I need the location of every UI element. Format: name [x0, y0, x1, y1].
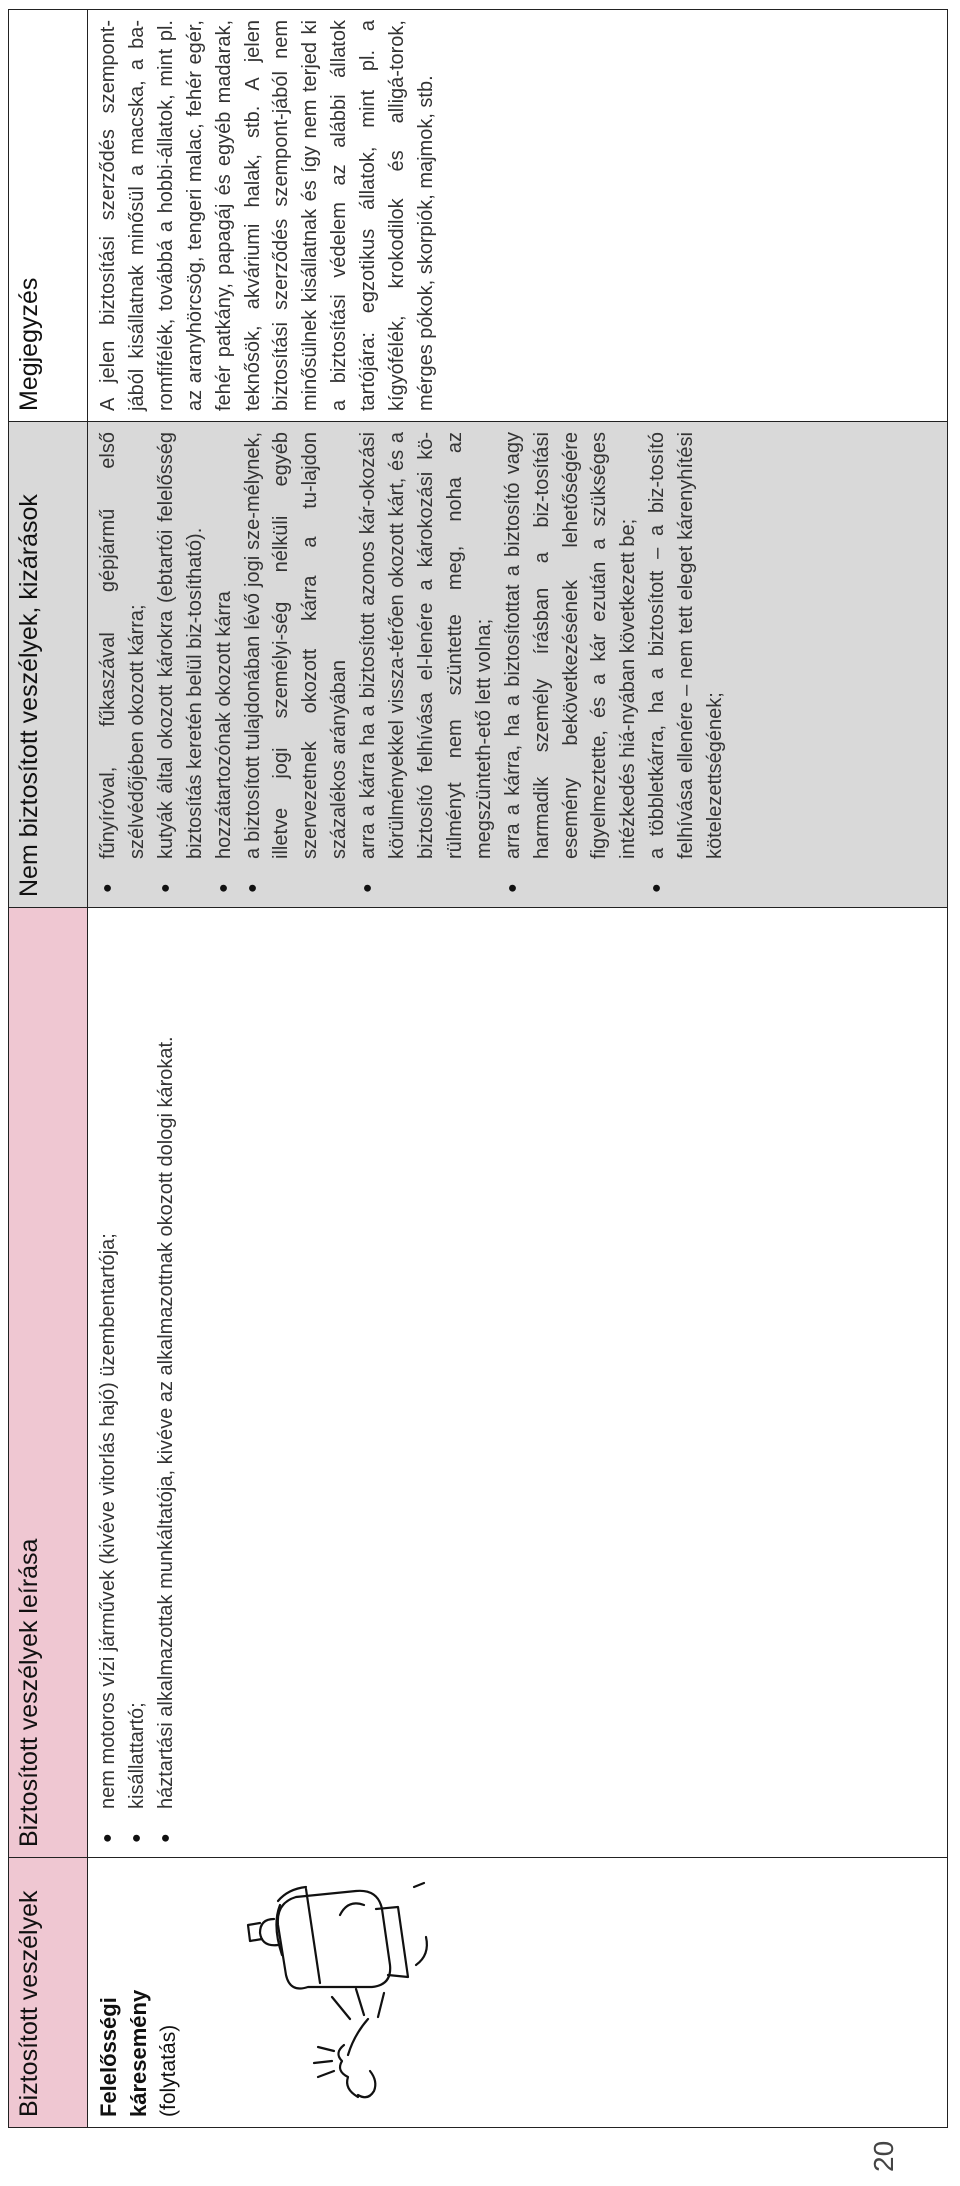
header-insured-risks: Biztosított veszélyek [9, 1858, 88, 2128]
list-item: ● arra a kárra, ha a biztosítottat a biztosító vagy harmadik személy írásban a biz-tosítási esemény bekövetkezésének lehetőségére figyelmeztette, és a kár ezután a szükséges intézkedés hiá-nyában következett be; [499, 432, 644, 897]
risk-title-line2: káresemény [126, 1989, 151, 2117]
list-item: ● a biztosított tulajdonában lévő jogi sze-mélynek, illetve jogi személyi-ség nélküli egyéb szervezetnek okozott kárra a tu-lajdon százalékos arányában [239, 432, 355, 897]
list-item: ● kutyák által okozott károkra (ebtartói felelősség biztosítás keretén belül biz-tosítható). [152, 432, 210, 897]
list-item: ● hozzátartozónak okozott kárra [210, 432, 239, 897]
risk-subtitle: (folytatás) [157, 2024, 180, 2117]
list-item: ● nem motoros vízi járművek (kivéve vitorlás hajó) üzembentartója; [94, 918, 123, 1847]
insured-description-cell [88, 908, 948, 1858]
table-row [88, 10, 948, 2128]
header-exclusions: Nem biztosított veszélyek, kizárások [9, 422, 88, 908]
header-note: Megjegyzés [9, 10, 88, 422]
list-item: ● fűnyíróval, fűkaszával gépjármű első szélvédőjében okozott kárra; [94, 432, 152, 897]
list-item: ● a többletkárra, ha a biztosított – a biz-tosító felhívása ellenére – nem tett eleget kárenyhítési kötelezettségének; [643, 432, 730, 897]
exclusions-cell [88, 422, 948, 908]
table-header-row [9, 10, 88, 2128]
risk-title-line1: Felelősségi [96, 1997, 121, 2117]
page-number: 20 [868, 2140, 899, 2172]
note-cell [88, 10, 948, 422]
exclusions-list [94, 432, 730, 897]
list-item: ● kisállattartó; [123, 918, 152, 1847]
risk-type-cell [88, 1858, 948, 2128]
list-item: ● háztartási alkalmazottak munkáltatója, kivéve az alkalmazottnak okozott dologi károkat. [152, 918, 181, 1847]
note-text: A jelen biztosítási szerződés szempont-jából kisállatnak minősül a macska, a ba-romfifélék, továbbá a hobbi-állatok, mint pl. az aranyhörcsög, tengeri malac, fehér egér, fehér patkány, papagáj és egyéb madarak, teknősök, akváriumi halak, stb. A jelen biztosítási szerződés szempont-jából nem minősülnek kisállatnak és így nem terjed ki a biztosítási védelem az alábbi állatok tartójára: egzotikus állatok, mint pl. a kígyófélék, krokodilok és alligá-torok, mérges pókok, skorpiók, majmok, stb. [97, 20, 437, 411]
header-insured-description: Biztosított veszélyek leírása [9, 908, 88, 1858]
insurance-risk-table [8, 9, 948, 2128]
insured-list [94, 918, 181, 1847]
person-with-gas-cylinder-illustration [238, 1875, 448, 2115]
list-item: ● arra a kárra ha a biztosított azonos kár-okozási körülményekkel vissza-térően okozott kárt, és a biztosító felhívása el-lenére a károkozási kö-rülményt nem szüntette meg, noha az megszünteth-ető lett volna; [354, 432, 499, 897]
